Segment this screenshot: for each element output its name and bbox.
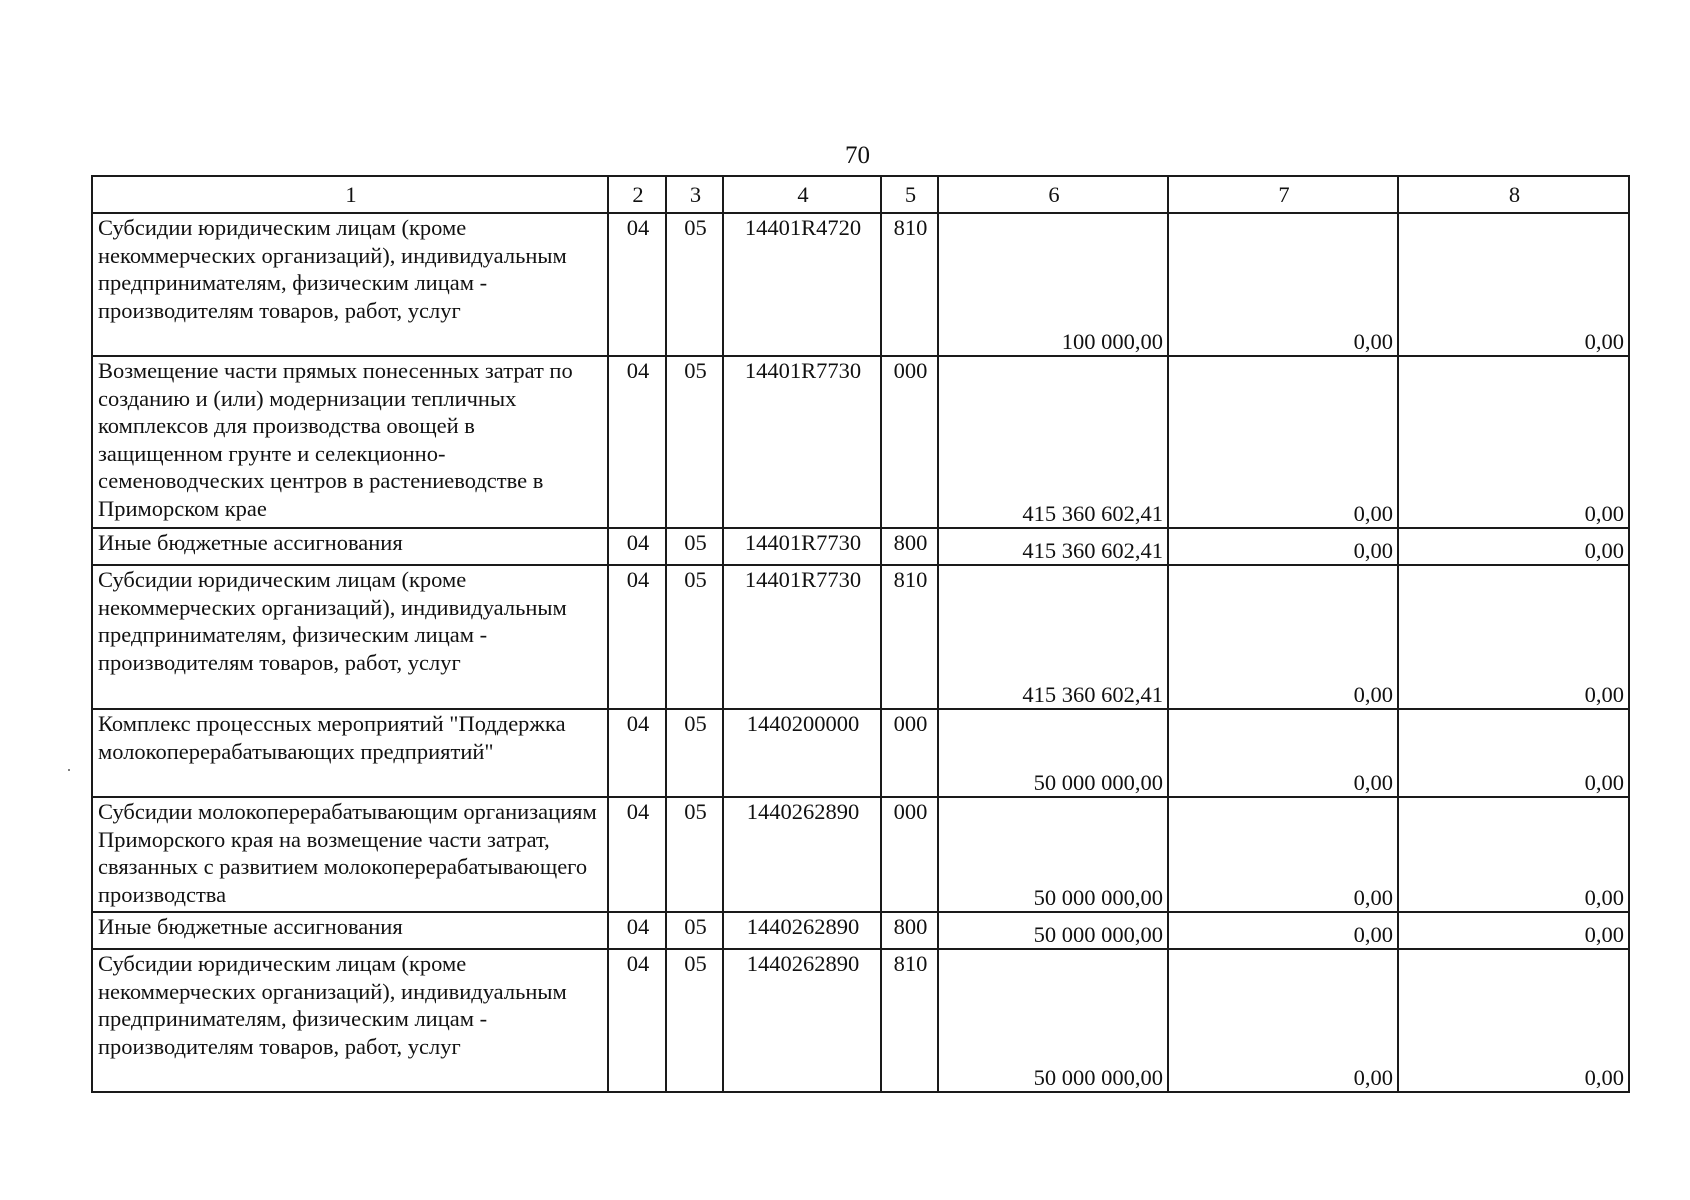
target-article-code: 1440262890	[723, 912, 881, 949]
column-header: 6	[938, 176, 1168, 213]
expense-type-code: 800	[881, 912, 938, 949]
section-code: 04	[608, 709, 666, 797]
table-row	[92, 797, 1629, 912]
amount-col7: 0,00	[1168, 565, 1398, 709]
amount-col6: 50 000 000,00	[938, 912, 1168, 949]
amount-col7: 0,00	[1168, 797, 1398, 912]
page-number: 70	[845, 142, 870, 169]
amount-col6: 415 360 602,41	[938, 356, 1168, 528]
row-name: Субсидии юридическим лицам (кроме некоммерческих организаций), индивидуальным предпринимателям, физическим лицам - производителям товаров, работ, услуг	[92, 213, 608, 356]
target-article-code: 14401R7730	[723, 565, 881, 709]
amount-col7: 0,00	[1168, 213, 1398, 356]
amount-col6: 50 000 000,00	[938, 797, 1168, 912]
amount-col8: 0,00	[1398, 213, 1629, 356]
section-code: 04	[608, 213, 666, 356]
table-row	[92, 213, 1629, 356]
table-row	[92, 356, 1629, 528]
amount-col8: 0,00	[1398, 912, 1629, 949]
section-code: 04	[608, 565, 666, 709]
subsection-code: 05	[666, 912, 723, 949]
amount-col7: 0,00	[1168, 709, 1398, 797]
amount-col7: 0,00	[1168, 356, 1398, 528]
amount-col6: 100 000,00	[938, 213, 1168, 356]
subsection-code: 05	[666, 528, 723, 565]
table-row	[92, 912, 1629, 949]
header-row	[92, 176, 1629, 213]
target-article-code: 1440262890	[723, 797, 881, 912]
expense-type-code: 810	[881, 213, 938, 356]
amount-col6: 415 360 602,41	[938, 565, 1168, 709]
section-code: 04	[608, 356, 666, 528]
amount-col8: 0,00	[1398, 949, 1629, 1092]
amount-col8: 0,00	[1398, 709, 1629, 797]
expense-type-code: 000	[881, 356, 938, 528]
row-name: Субсидии юридическим лицам (кроме некоммерческих организаций), индивидуальным предпринимателям, физическим лицам - производителям товаров, работ, услуг	[92, 949, 608, 1092]
row-name: Субсидии молокоперерабатывающим организациям Приморского края на возмещение части затрат, связанных с развитием молокоперерабатывающего производства	[92, 797, 608, 912]
amount-col7: 0,00	[1168, 912, 1398, 949]
amount-col6: 50 000 000,00	[938, 949, 1168, 1092]
target-article-code: 14401R7730	[723, 356, 881, 528]
scan-speck	[68, 769, 70, 771]
subsection-code: 05	[666, 709, 723, 797]
amount-col6: 415 360 602,41	[938, 528, 1168, 565]
column-header: 1	[92, 176, 608, 213]
row-name: Возмещение части прямых понесенных затрат по созданию и (или) модернизации тепличных комплексов для производства овощей в защищенном грунте и селекционно-семеноводческих центров в растениеводстве в Приморском крае	[92, 356, 608, 528]
amount-col6: 50 000 000,00	[938, 709, 1168, 797]
amount-col7: 0,00	[1168, 949, 1398, 1092]
row-name: Субсидии юридическим лицам (кроме некоммерческих организаций), индивидуальным предпринимателям, физическим лицам - производителям товаров, работ, услуг	[92, 565, 608, 709]
subsection-code: 05	[666, 949, 723, 1092]
subsection-code: 05	[666, 213, 723, 356]
section-code: 04	[608, 797, 666, 912]
target-article-code: 1440262890	[723, 949, 881, 1092]
column-header: 7	[1168, 176, 1398, 213]
row-name: Иные бюджетные ассигнования	[92, 528, 608, 565]
expense-type-code: 810	[881, 949, 938, 1092]
table-row	[92, 709, 1629, 797]
column-header: 8	[1398, 176, 1629, 213]
table-row	[92, 949, 1629, 1092]
section-code: 04	[608, 912, 666, 949]
subsection-code: 05	[666, 565, 723, 709]
amount-col8: 0,00	[1398, 797, 1629, 912]
column-header: 4	[723, 176, 881, 213]
amount-col7: 0,00	[1168, 528, 1398, 565]
subsection-code: 05	[666, 797, 723, 912]
column-header: 3	[666, 176, 723, 213]
amount-col8: 0,00	[1398, 565, 1629, 709]
subsection-code: 05	[666, 356, 723, 528]
table-row	[92, 528, 1629, 565]
table-row	[92, 565, 1629, 709]
column-header: 5	[881, 176, 938, 213]
section-code: 04	[608, 949, 666, 1092]
section-code: 04	[608, 528, 666, 565]
expense-type-code: 000	[881, 709, 938, 797]
amount-col8: 0,00	[1398, 356, 1629, 528]
row-name: Иные бюджетные ассигнования	[92, 912, 608, 949]
column-header: 2	[608, 176, 666, 213]
expense-type-code: 810	[881, 565, 938, 709]
amount-col8: 0,00	[1398, 528, 1629, 565]
expense-type-code: 000	[881, 797, 938, 912]
target-article-code: 14401R4720	[723, 213, 881, 356]
target-article-code: 14401R7730	[723, 528, 881, 565]
expense-type-code: 800	[881, 528, 938, 565]
budget-table	[91, 175, 1630, 1093]
target-article-code: 1440200000	[723, 709, 881, 797]
row-name: Комплекс процессных мероприятий "Поддержка молокоперерабатывающих предприятий"	[92, 709, 608, 797]
